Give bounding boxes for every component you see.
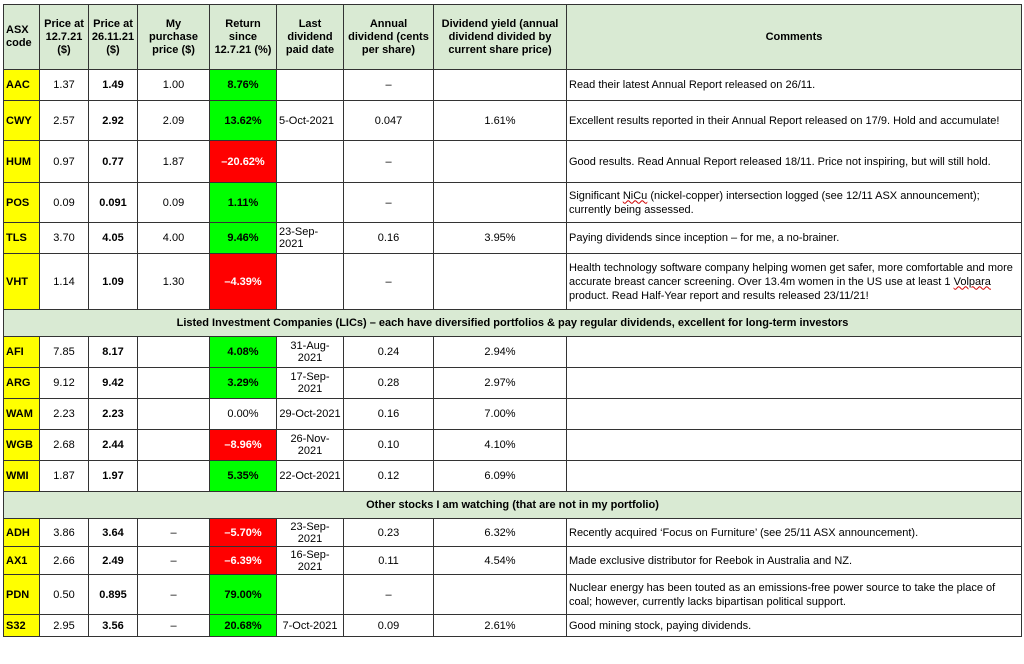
header-last-dividend: Last dividend paid date [277,5,344,70]
price-nov-cell: 1.09 [89,254,138,310]
comment-cell [567,337,1022,368]
last-dividend-cell: 29-Oct-2021 [277,399,344,430]
last-dividend-cell: 7-Oct-2021 [277,615,344,637]
header-asx-code: ASX code [4,5,40,70]
header-price-jul: Price at 12.7.21 ($) [40,5,89,70]
spellcheck-word: NiCu [622,189,648,202]
asx-code-cell: AFI [4,337,40,368]
price-jul-cell: 0.09 [40,183,89,223]
return-cell: 20.68% [210,615,277,637]
table-row-wgb [4,430,1022,461]
price-jul-cell: 2.23 [40,399,89,430]
purchase-price-cell [138,368,210,399]
price-jul-cell: 2.95 [40,615,89,637]
return-cell: 8.76% [210,70,277,101]
comment-cell [567,183,1022,223]
table-row-aac [4,70,1022,101]
asx-code-cell: S32 [4,615,40,637]
price-nov-cell: 2.92 [89,101,138,141]
return-cell: 0.00% [210,399,277,430]
purchase-price-cell: 4.00 [138,223,210,254]
price-nov-cell: 9.42 [89,368,138,399]
annual-dividend-cell: – [344,183,434,223]
return-cell: –8.96% [210,430,277,461]
header-price-nov: Price at 26.11.21 ($) [89,5,138,70]
purchase-price-cell: 1.30 [138,254,210,310]
portfolio-table [3,4,1022,637]
price-nov-cell: 2.44 [89,430,138,461]
price-jul-cell: 3.70 [40,223,89,254]
table-row-pdn [4,575,1022,615]
table-row-ax1 [4,547,1022,575]
comment-text: (nickel-copper) intersection logged (see 12/11 ASX announcement); currently being assessed. [569,189,980,216]
comment-cell: Made exclusive distributor for Reebok in Australia and NZ. [567,547,1022,575]
dividend-yield-cell [434,141,567,183]
return-cell: –5.70% [210,519,277,547]
spellcheck-word: Volpara [953,275,991,288]
return-cell: 9.46% [210,223,277,254]
section-title: Other stocks I am watching (that are not in my portfolio) [4,492,1022,519]
asx-code-cell: AAC [4,70,40,101]
last-dividend-cell: 16-Sep-2021 [277,547,344,575]
return-cell: 5.35% [210,461,277,492]
return-cell: –6.39% [210,547,277,575]
price-jul-cell: 0.97 [40,141,89,183]
return-cell: –20.62% [210,141,277,183]
annual-dividend-cell: – [344,141,434,183]
price-nov-cell: 3.64 [89,519,138,547]
comment-cell: Paying dividends since inception – for me, a no-brainer. [567,223,1022,254]
return-cell: 1.11% [210,183,277,223]
portfolio-table-wrapper [3,4,1022,637]
table-row-wmi [4,461,1022,492]
annual-dividend-cell: 0.16 [344,399,434,430]
comment-cell: Recently acquired ‘Focus on Furniture’ (see 25/11 ASX announcement). [567,519,1022,547]
annual-dividend-cell: 0.11 [344,547,434,575]
annual-dividend-cell: – [344,254,434,310]
table-row-pos [4,183,1022,223]
section-row-watching [4,492,1022,519]
annual-dividend-cell: 0.28 [344,368,434,399]
comment-cell [567,399,1022,430]
purchase-price-cell: 1.00 [138,70,210,101]
last-dividend-cell: 23-Sep-2021 [277,519,344,547]
annual-dividend-cell: 0.24 [344,337,434,368]
dividend-yield-cell: 2.61% [434,615,567,637]
header-comments: Comments [567,5,1022,70]
asx-code-cell: CWY [4,101,40,141]
purchase-price-cell: – [138,575,210,615]
annual-dividend-cell: – [344,575,434,615]
asx-code-cell: PDN [4,575,40,615]
dividend-yield-cell: 2.97% [434,368,567,399]
purchase-price-cell: – [138,615,210,637]
price-nov-cell: 1.49 [89,70,138,101]
return-cell: 13.62% [210,101,277,141]
comment-text: Health technology software company helping women get safer, more comfortable and more accurate breast cancer screening. Over 13.4m women in the US use at least 1 [569,261,1013,288]
price-nov-cell: 0.895 [89,575,138,615]
dividend-yield-cell: 6.09% [434,461,567,492]
asx-code-cell: POS [4,183,40,223]
price-jul-cell: 7.85 [40,337,89,368]
last-dividend-cell: 23-Sep-2021 [277,223,344,254]
purchase-price-cell: – [138,519,210,547]
annual-dividend-cell: 0.047 [344,101,434,141]
comment-cell: Nuclear energy has been touted as an emissions-free power source to take the place of coal; however, currently lacks bipartisan political support. [567,575,1022,615]
last-dividend-cell [277,183,344,223]
return-cell: –4.39% [210,254,277,310]
return-cell: 3.29% [210,368,277,399]
price-jul-cell: 3.86 [40,519,89,547]
table-row-vht [4,254,1022,310]
asx-code-cell: VHT [4,254,40,310]
last-dividend-cell: 5-Oct-2021 [277,101,344,141]
price-nov-cell: 2.49 [89,547,138,575]
last-dividend-cell: 31-Aug-2021 [277,337,344,368]
asx-code-cell: ADH [4,519,40,547]
dividend-yield-cell [434,183,567,223]
price-nov-cell: 0.091 [89,183,138,223]
dividend-yield-cell: 2.94% [434,337,567,368]
price-jul-cell: 2.66 [40,547,89,575]
comment-cell [567,368,1022,399]
purchase-price-cell [138,337,210,368]
price-jul-cell: 2.57 [40,101,89,141]
last-dividend-cell: 26-Nov-2021 [277,430,344,461]
purchase-price-cell [138,430,210,461]
price-nov-cell: 1.97 [89,461,138,492]
price-jul-cell: 1.87 [40,461,89,492]
price-nov-cell: 4.05 [89,223,138,254]
asx-code-cell: WMI [4,461,40,492]
annual-dividend-cell: 0.12 [344,461,434,492]
purchase-price-cell: 1.87 [138,141,210,183]
asx-code-cell: WGB [4,430,40,461]
comment-text: Significant [569,189,623,202]
asx-code-cell: AX1 [4,547,40,575]
purchase-price-cell: 2.09 [138,101,210,141]
comment-cell: Excellent results reported in their Annual Report released on 17/9. Hold and accumulate! [567,101,1022,141]
dividend-yield-cell: 4.54% [434,547,567,575]
price-nov-cell: 0.77 [89,141,138,183]
comment-cell: Read their latest Annual Report released on 26/11. [567,70,1022,101]
last-dividend-cell: 22-Oct-2021 [277,461,344,492]
return-cell: 79.00% [210,575,277,615]
price-nov-cell: 2.23 [89,399,138,430]
header-return: Return since 12.7.21 (%) [210,5,277,70]
comment-cell [567,430,1022,461]
table-row-adh [4,519,1022,547]
price-jul-cell: 2.68 [40,430,89,461]
annual-dividend-cell: 0.16 [344,223,434,254]
header-annual-dividend: Annual dividend (cents per share) [344,5,434,70]
table-row-arg [4,368,1022,399]
asx-code-cell: TLS [4,223,40,254]
last-dividend-cell [277,141,344,183]
purchase-price-cell: – [138,547,210,575]
dividend-yield-cell [434,575,567,615]
dividend-yield-cell: 3.95% [434,223,567,254]
header-row [4,5,1022,70]
annual-dividend-cell: – [344,70,434,101]
comment-cell: Good mining stock, paying dividends. [567,615,1022,637]
comment-cell [567,461,1022,492]
table-row-tls [4,223,1022,254]
table-row-afi [4,337,1022,368]
price-nov-cell: 8.17 [89,337,138,368]
table-row-hum [4,141,1022,183]
price-jul-cell: 1.14 [40,254,89,310]
last-dividend-cell [277,70,344,101]
header-dividend-yield: Dividend yield (annual dividend divided by current share price) [434,5,567,70]
dividend-yield-cell: 4.10% [434,430,567,461]
table-row-wam [4,399,1022,430]
asx-code-cell: WAM [4,399,40,430]
section-title: Listed Investment Companies (LICs) – each have diversified portfolios & pay regular dividends, excellent for long-term investors [4,310,1022,337]
table-row-cwy [4,101,1022,141]
dividend-yield-cell [434,254,567,310]
price-jul-cell: 9.12 [40,368,89,399]
purchase-price-cell [138,461,210,492]
table-row-s32 [4,615,1022,637]
dividend-yield-cell: 6.32% [434,519,567,547]
dividend-yield-cell [434,70,567,101]
last-dividend-cell [277,254,344,310]
last-dividend-cell [277,575,344,615]
asx-code-cell: ARG [4,368,40,399]
comment-cell [567,254,1022,310]
header-purchase-price: My purchase price ($) [138,5,210,70]
annual-dividend-cell: 0.09 [344,615,434,637]
price-jul-cell: 0.50 [40,575,89,615]
price-nov-cell: 3.56 [89,615,138,637]
return-cell: 4.08% [210,337,277,368]
dividend-yield-cell: 7.00% [434,399,567,430]
comment-text: product. Read Half-Year report and results released 23/11/21! [569,289,869,302]
asx-code-cell: HUM [4,141,40,183]
purchase-price-cell [138,399,210,430]
annual-dividend-cell: 0.23 [344,519,434,547]
purchase-price-cell: 0.09 [138,183,210,223]
section-row-lics [4,310,1022,337]
dividend-yield-cell: 1.61% [434,101,567,141]
comment-cell: Good results. Read Annual Report released 18/11. Price not inspiring, but will still hold. [567,141,1022,183]
price-jul-cell: 1.37 [40,70,89,101]
last-dividend-cell: 17-Sep-2021 [277,368,344,399]
annual-dividend-cell: 0.10 [344,430,434,461]
